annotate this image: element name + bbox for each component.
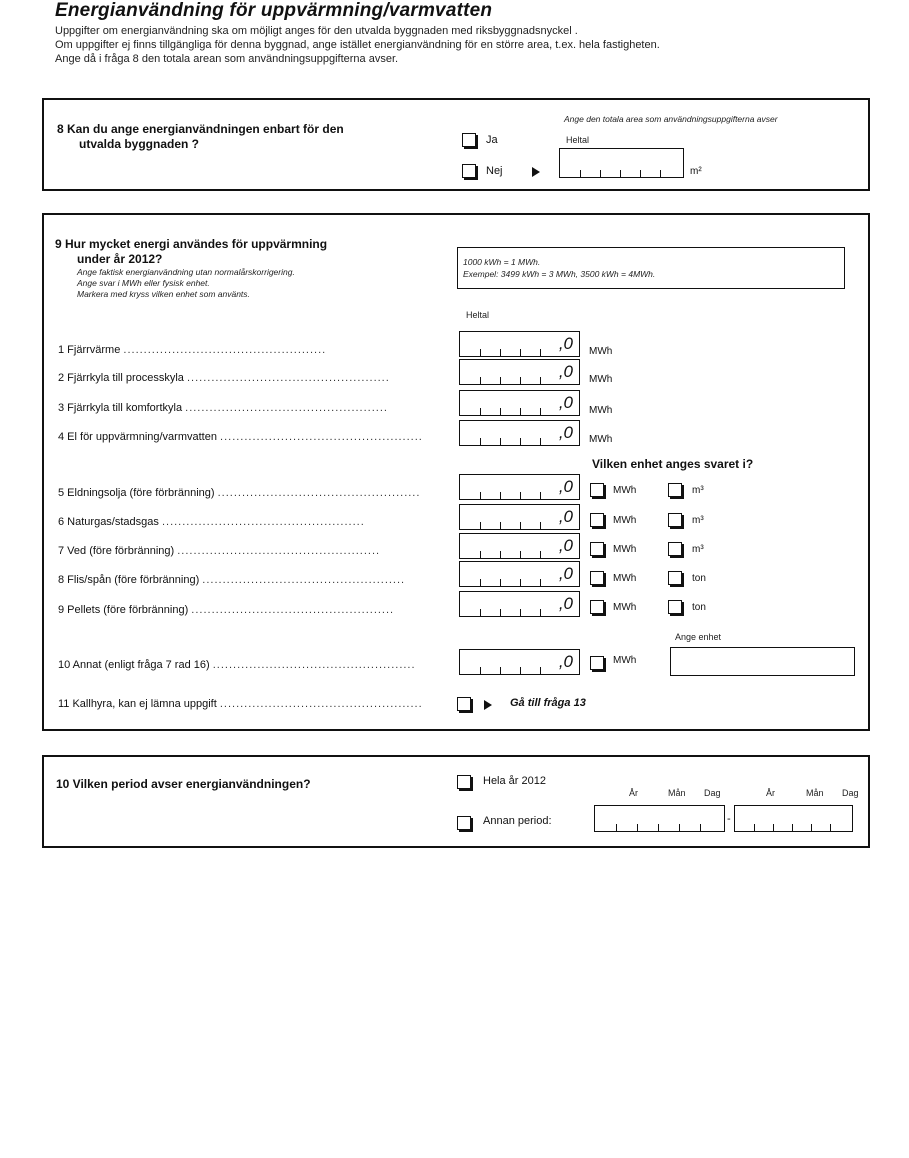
q10-to-date-input[interactable] [734, 805, 853, 832]
q9-note-2: Ange svar i MWh eller fysisk enhet. [77, 278, 210, 288]
q9-row-6-input[interactable]: ,0 [459, 504, 580, 530]
q10-from-day-label: Dag [704, 788, 721, 798]
q9-row-9-unit2-checkbox[interactable] [668, 600, 682, 614]
intro-line-3: Ange då i fråga 8 den totala arean som användningsuppgifterna avser. [55, 53, 399, 65]
q9-row-5-input[interactable]: ,0 [459, 474, 580, 500]
intro-line-2: Om uppgifter ej finns tillgängliga för denna byggnad, ange istället energianvändning för en större area, t.ex. hela fastigheten. [55, 39, 660, 51]
q8-area-input[interactable] [559, 148, 684, 178]
q9-heltal-label: Heltal [466, 310, 490, 320]
q9-row-6-unit-2: m³ [692, 515, 704, 526]
q9-row-2-label: 2 Fjärrkyla till processkyla .................................................. [58, 372, 390, 384]
q9-row-6-unit-1: MWh [613, 515, 637, 526]
q9-row-1-input[interactable]: ,0 [459, 331, 580, 357]
q9-ange-enhet-label: Ange enhet [675, 632, 722, 642]
q9-note-1: Ange faktisk energianvändning utan normalårskorrigering. [77, 267, 295, 277]
q8-ja-checkbox[interactable] [462, 133, 476, 147]
q9-row-7-input[interactable]: ,0 [459, 533, 580, 559]
q9-row-9-input[interactable]: ,0 [459, 591, 580, 617]
q10-question: 10 Vilken period avser energianvändningen? [56, 777, 311, 791]
q9-row-8-label: 8 Flis/spån (före förbränning) .................................................. [58, 574, 406, 586]
page-title: Energianvändning för uppvärmning/varmvatten [55, 0, 493, 21]
arrow-right-icon [484, 700, 492, 710]
q9-row-4-input[interactable]: ,0 [459, 420, 580, 446]
q9-row-1-label: 1 Fjärrvärme .................................................. [58, 344, 327, 356]
q9-row-6-unit2-checkbox[interactable] [668, 513, 682, 527]
q9-row-9-unit-1: MWh [613, 602, 637, 613]
q8-note: Ange den totala area som användningsuppgifterna avser [564, 114, 778, 124]
q10-hela-ar-checkbox[interactable] [457, 775, 471, 789]
q9-row-7-unit-1: MWh [613, 544, 637, 555]
q9-info-line-1: 1000 kWh = 1 MWh. [463, 257, 541, 267]
intro-line-1: Uppgifter om energianvändning ska om möjligt anges för den utvalda byggnaden med riksbyggnadsnyckel . [55, 25, 578, 37]
q9-row-5-label: 5 Eldningsolja (före förbränning) .................................................. [58, 487, 421, 499]
q8-unit-label: m² [690, 166, 702, 177]
q9-row-8-mwh-checkbox[interactable] [590, 571, 604, 585]
q9-row-6-mwh-checkbox[interactable] [590, 513, 604, 527]
q10-to-day-label: Dag [842, 788, 859, 798]
q9-note-3: Markera med kryss vilken enhet som använts. [77, 289, 250, 299]
q9-row-5-unit-1: MWh [613, 485, 637, 496]
q9-row-4-unit: MWh [589, 434, 613, 445]
question-10-box [42, 755, 870, 848]
q9-row-9-mwh-checkbox[interactable] [590, 600, 604, 614]
q9-unit-question: Vilken enhet anges svaret i? [592, 457, 754, 471]
q9-row-10-input[interactable]: ,0 [459, 649, 580, 675]
q10-from-month-label: Mån [668, 788, 686, 798]
q8-nej-label: Nej [486, 165, 503, 177]
q9-row-7-unit-2: m³ [692, 544, 704, 555]
q10-date-separator: - [727, 813, 731, 825]
q9-row-10-unit-input[interactable] [670, 647, 855, 676]
q9-question-line-1: 9 Hur mycket energi användes för uppvärmning [55, 237, 328, 251]
q9-row-7-unit2-checkbox[interactable] [668, 542, 682, 556]
q10-annan-label: Annan period: [483, 815, 552, 827]
arrow-right-icon [532, 167, 540, 177]
q9-row-9-unit-2: ton [692, 602, 706, 613]
q9-row-1-unit: MWh [589, 346, 613, 357]
q9-info-box [457, 247, 845, 289]
q9-row-2-input[interactable]: ,0 [459, 359, 580, 385]
q9-row-5-unit-2: m³ [692, 485, 704, 496]
q10-to-month-label: Mån [806, 788, 824, 798]
q10-from-year-label: År [629, 788, 638, 798]
q9-row-3-label: 3 Fjärrkyla till komfortkyla .................................................. [58, 402, 388, 414]
q8-heltal-label: Heltal [566, 135, 590, 145]
q9-row-2-unit: MWh [589, 374, 613, 385]
q9-goto-label: Gå till fråga 13 [510, 697, 586, 709]
q10-to-year-label: År [766, 788, 775, 798]
q9-row-11-checkbox[interactable] [457, 697, 471, 711]
q9-row-3-unit: MWh [589, 405, 613, 416]
q9-row-7-label: 7 Ved (före förbränning) .................................................. [58, 545, 381, 557]
question-8-box [42, 98, 870, 191]
q9-row-8-unit-2: ton [692, 573, 706, 584]
q9-row-3-input[interactable]: ,0 [459, 390, 580, 416]
q9-row-8-unit-1: MWh [613, 573, 637, 584]
q9-row-4-label: 4 El för uppvärmning/varmvatten .................................................. [58, 431, 423, 443]
q9-row-5-unit2-checkbox[interactable] [668, 483, 682, 497]
q8-ja-label: Ja [486, 134, 498, 146]
q9-row-10-label: 10 Annat (enligt fråga 7 rad 16) .................................................. [58, 659, 416, 671]
q9-row-6-label: 6 Naturgas/stadsgas .................................................. [58, 516, 365, 528]
q9-row-11-label: 11 Kallhyra, kan ej lämna uppgift .................................................. [58, 698, 423, 710]
q8-question-line-1: 8 Kan du ange energianvändningen enbart för den [57, 122, 344, 136]
q9-row-10-unit-1: MWh [613, 655, 637, 666]
q9-row-5-mwh-checkbox[interactable] [590, 483, 604, 497]
q10-hela-ar-label: Hela år 2012 [483, 775, 546, 787]
q9-info-line-2: Exempel: 3499 kWh = 3 MWh, 3500 kWh = 4MWh. [463, 269, 656, 279]
q9-row-8-input[interactable]: ,0 [459, 561, 580, 587]
q9-question-line-2: under år 2012? [77, 252, 163, 266]
q8-nej-checkbox[interactable] [462, 164, 476, 178]
q9-row-8-unit2-checkbox[interactable] [668, 571, 682, 585]
q9-row-9-label: 9 Pellets (före förbränning) .................................................. [58, 604, 395, 616]
question-9-box [42, 213, 870, 731]
q10-annan-checkbox[interactable] [457, 816, 471, 830]
q9-row-10-mwh-checkbox[interactable] [590, 656, 604, 670]
q10-from-date-input[interactable] [594, 805, 725, 832]
q9-row-7-mwh-checkbox[interactable] [590, 542, 604, 556]
q8-question-line-2: utvalda byggnaden ? [79, 137, 200, 151]
